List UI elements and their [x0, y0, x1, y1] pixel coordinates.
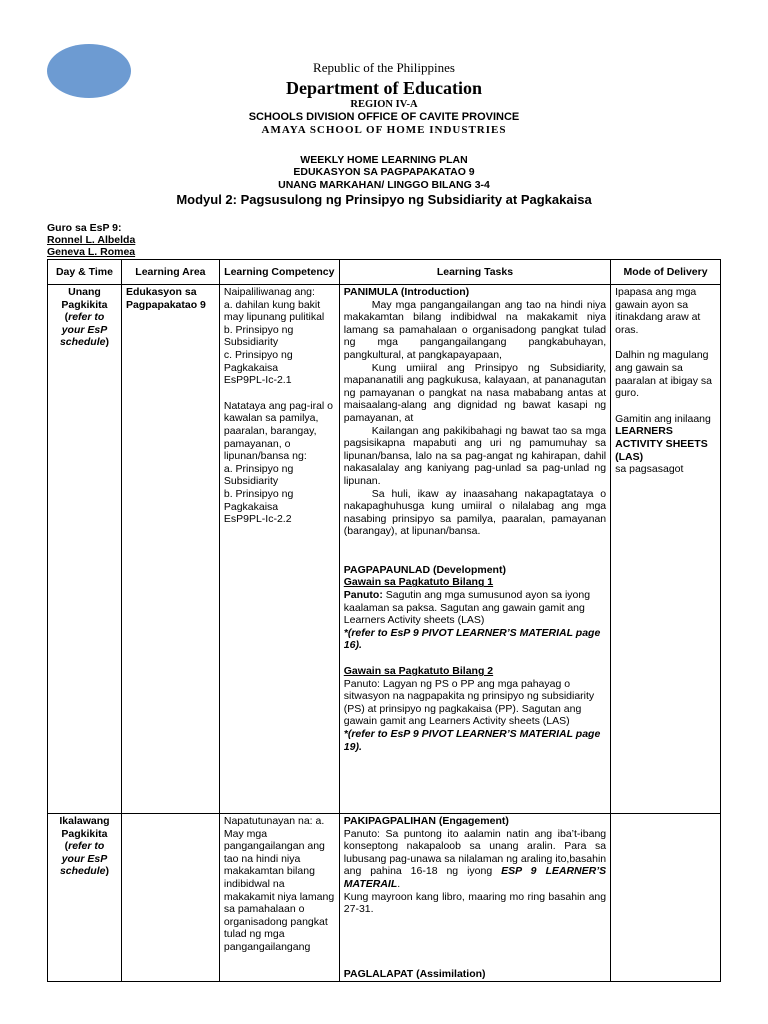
mode-cell: Ipapasa ang mga gawain ayon sa itinakdang araw at oras. Dalhin ng magulang ang gawain sa paaralan at ibigay sa guro. Gamitin ang inilaang LEARNERS ACTIVITY SHEETS (LAS) sa pagsasagot [611, 285, 721, 814]
intro-title: PANIMULA (Introduction) [343, 286, 470, 298]
task2-title: Gawain sa Pagkatuto Bilang 2 [343, 665, 494, 678]
learning-plan-table [47, 259, 721, 982]
header-day-time: Day & Time [48, 260, 122, 285]
las-label: LEARNERS ACTIVITY SHEETS (LAS) [615, 425, 708, 463]
schedule-note: refer to your EsP schedule [59, 311, 108, 349]
plan-title: WEEKLY HOME LEARNING PLAN [300, 154, 468, 166]
assimilation-title: PAGLALAPAT (Assimilation) [343, 967, 486, 980]
teachers-label: Guro sa EsP 9: [47, 222, 122, 234]
schedule-note: refer to your EsP schedule [59, 840, 108, 878]
learning-area-cell [121, 814, 219, 982]
tasks-cell: PAKIPAGPALIHAN (Engagement) Panuto: Sa puntong ito aalamin natin ang iba’t-ibang konseptong nakapaloob sa unang aralin. Para sa lubusang pag-unawa sa nilalaman ng araling ito,basahin ang pahina 16-18 ng iyong ESP 9 LEARNER’S MATERAIL. Kung mayroon kang libro, maaring mo ring basahin ang 27-31. PAGLALAPAT (Assimilation) [339, 814, 610, 982]
task1-title: Gawain sa Pagkatuto Bilang 1 [343, 576, 494, 589]
engagement-title: PAKIPAGPALIHAN (Engagement) [343, 815, 509, 827]
division-line: SCHOOLS DIVISION OFFICE OF CAVITE PROVINCE [248, 111, 520, 123]
department-title: Department of Education [286, 78, 482, 98]
header-learning-tasks: Learning Tasks [339, 260, 610, 285]
competency-code: EsP9PL-Ic-2.2 [223, 513, 292, 526]
tasks-cell: PANIMULA (Introduction) May mga pangangailangan ang tao na hindi niya makakamtan bilang indibidwal na makakamit niya lamang sa pamahalaan o organisadong pangkat tulad ng mga pangangailangang pangkabuhayan, pangkultural, at pangkapayapaan, Kung umiiral ang Prinsipyo ng Subsidiarity, mapananatili ang pagkukusa, kalayaan, at pananagutan ng pamayanan o pangkat na nasa mababang antas at maisaalang-alang ang dignidad ng bawat kasapi ng pamayanan, at Kailangan ang pakikibahagi ng bawat tao sa mga pagsisikapna mapabuti ang uri ng pamumuhay sa lipunan/bansa, lalo na sa pag-angat ng kahirapan, dahil nakasalalay ang kaniyang pag-unlad sa pag-unlad ng lipunan. Sa huli, ikaw ay inaasahang nakapagtataya o nakapaghuhusga kung umiiral o nilalabag ang mga nasabing prinsipyo sa pamilya, paaralan, pamayanan (barangay), at lipunan/bansa. PAGPAPAUNLAD (Development) Gawain sa Pagkatuto Bilang 1 Panuto: Sagutin ang mga sumusunod ayon sa iyong kaalaman sa paksa. Sagutan ang gawain gamit ang Learners Activity sheets (LAS) *(refer to EsP 9 PIVOT LEARNER’S MATERIAL page 16). Gawain sa Pagkatuto Bilang 2 Panuto: Lagyan ng PS o PP ang mga pahayag o sitwasyon na nagpapakita ng prinsipyo ng subsidiarity (PS) at prinsipyo ng pagkakaisa (PP). Sagutan ang gawain gamit ang Learners Activity sheets (LAS) *(refer to EsP 9 PIVOT LEARNER’S MATERIAL page 19). [339, 285, 610, 814]
competency-cell: Napatutunayan na: a. May mga pangangailangan ang tao na hindi niya makakamtan bilang indibidwal na makakamit niya lamang sa pamahalaan o organisadong pangkat tulad ng mga pangangailangang [219, 814, 339, 982]
table-row [48, 285, 721, 814]
table-row [48, 814, 721, 982]
republic-line: Republic of the Philippines [313, 60, 455, 75]
day-cell: Ikalawang Pagkikita (refer to your EsP schedule) [48, 814, 122, 982]
competency-code: EsP9PL-Ic-2.1 [223, 374, 292, 387]
development-title: PAGPAPAUNLAD (Development) [343, 563, 506, 576]
mode-cell [611, 814, 721, 982]
table-header-row [48, 260, 721, 285]
teachers-block [47, 222, 135, 258]
subject-line: EDUKASYON SA PAGPAPAKATAO 9 [293, 166, 475, 178]
competency-cell: Naipaliliwanag ang: a. dahilan kung bakit may lipunang pulitikal b. Prinsipyo ng Subsidiarity c. Prinsipyo ng Pagkakaisa EsP9PL-Ic-2.1 Natataya ang pag-iral o kawalan sa pamilya, paaralan, barangay, pamayanan, o lipunan/bansa ng: a. Prinsipyo ng Subsidiarity b. Prinsipyo ng Pagkakaisa EsP9PL-Ic-2.2 [219, 285, 339, 814]
task2-reference: *(refer to EsP 9 PIVOT LEARNER’S MATERIAL page 19). [343, 728, 601, 753]
header-learning-competency: Learning Competency [219, 260, 339, 285]
task1-reference: *(refer to EsP 9 PIVOT LEARNER’S MATERIAL page 16). [343, 626, 601, 652]
teacher-name: Geneva L. Romea [47, 246, 136, 258]
module-title: Modyul 2: Pagsusulong ng Prinsipyo ng Subsidiarity at Pagkakaisa [176, 192, 592, 207]
header-mode-of-delivery: Mode of Delivery [611, 260, 721, 285]
learning-area-cell: Edukasyon sa Pagpapakatao 9 [121, 285, 219, 814]
quarter-line: UNANG MARKAHAN/ LINGGO BILANG 3-4 [278, 179, 490, 191]
day-cell: Unang Pagkikita (refer to your EsP schedule) [48, 285, 122, 814]
school-line: AMAYA SCHOOL OF HOME INDUSTRIES [261, 124, 507, 136]
header-learning-area: Learning Area [121, 260, 219, 285]
region-line: REGION IV-A [350, 99, 418, 110]
teacher-name: Ronnel L. Albelda [47, 234, 136, 246]
